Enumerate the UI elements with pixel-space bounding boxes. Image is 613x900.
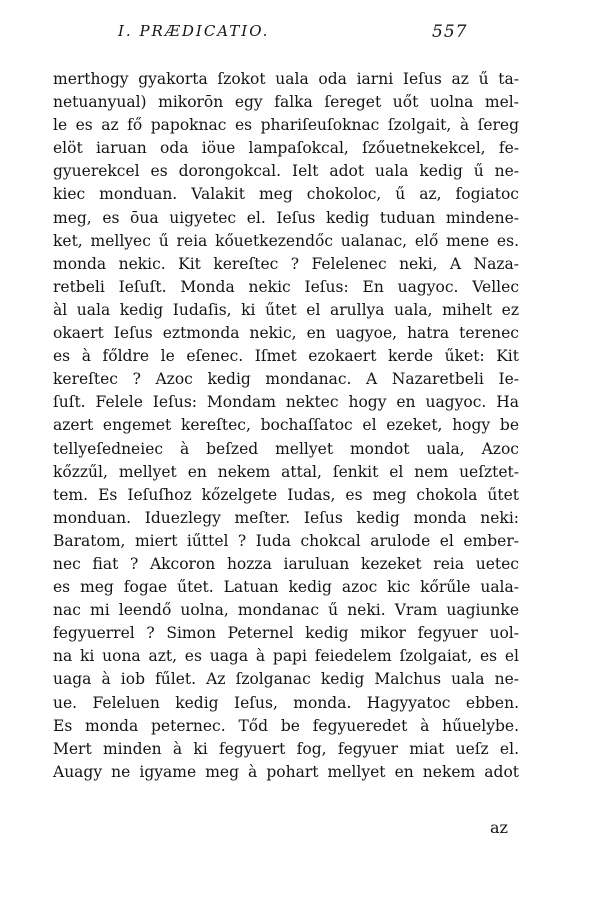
chapter-title: I. PRÆDICATIO.: [118, 22, 270, 40]
text-line: ue. Feleluen kedig Ieſus, monda. Hagyyatoc ebben.: [53, 693, 519, 712]
catchword: az: [490, 818, 508, 837]
text-line: kereſtec ? Azoc kedig mondanac. A Nazaretbeli Ie-: [53, 370, 519, 389]
text-line: azert engemet kereſtec, bochaſſatoc el ezeket, hogy be: [53, 416, 519, 435]
text-line: nac mi leendő uolna, mondanac ű neki. Vram uagiunke: [53, 601, 519, 620]
text-line: kőzzűl, mellyet en nekem attal, ſenkit el nem ueſztet-: [53, 462, 519, 481]
text-line: es meg fogae űtet. Latuan kedig azoc kic kőrűle uala-: [53, 578, 519, 597]
text-line: elöt iaruan oda iöue lampaſokcal, ſzőuetnekekcel, fe-: [53, 139, 519, 158]
text-line: Es monda peternec. Tőd be fegyueredet à hűuelybe.: [53, 716, 519, 735]
text-line: monduan. Iduezlegy meſter. Ieſus kedig monda neki:: [53, 508, 519, 527]
text-line: netuanyual) mikorōn egy falka ſereget uőt uolna mel-: [53, 93, 519, 112]
text-line: gyuerekcel es dorongokcal. Ielt adot uala kedig ű ne-: [53, 162, 519, 181]
text-line: monda nekic. Kit kereſtec ? Felelenec neki, A Naza-: [53, 254, 519, 273]
text-line: na ki uona azt, es uaga à papi feiedelem ſzolgaiat, es el: [53, 647, 519, 666]
text-line: Auagy ne igyame meg à pohart mellyet en nekem adot: [53, 762, 519, 781]
text-line: le es az fő papoknac es phariſeuſoknac ſzolgait, à ſereg: [53, 116, 519, 135]
text-line: ſuſt. Felele Ieſus: Mondam nektec hogy en uagyoc. Ha: [53, 393, 519, 412]
text-line: uaga à iob fűlet. Az ſzolganac kedig Malchus uala ne-: [53, 670, 519, 689]
text-line: retbeli Ieſuſt. Monda nekic Ieſus: En uagyoc. Vellec: [53, 277, 519, 296]
body-text: [53, 68, 519, 784]
text-line: Mert minden à ki fegyuert fog, fegyuer miat ueſz el.: [53, 739, 519, 758]
text-line: Baratom, miert iűttel ? Iuda chokcal arulode el ember-: [53, 531, 519, 550]
text-line: nec fiat ? Akcoron hozza iaruluan kezeket reia uetec: [53, 554, 519, 573]
text-line: tem. Es Ieſuſhoz kőzelgete Iudas, es meg chokola űtet: [53, 485, 519, 504]
page-number: 557: [432, 22, 468, 42]
text-line: ket, mellyec ű reia kőuetkezendőc ualanac, elő mene es.: [53, 231, 519, 250]
text-line: àl uala kedig Iudaſis, ki űtet el arullya uala, mihelt ez: [53, 300, 519, 319]
text-line: kiec monduan. Valakit meg chokoloc, ű az, fogiatoc: [53, 185, 519, 204]
text-line: merthogy gyakorta ſzokot uala oda iarni Ieſus az ű ta-: [53, 70, 519, 88]
text-line: es à főldre le eſenec. Iſmet ezokaert kerde űket: Kit: [53, 347, 519, 366]
text-line: fegyuerrel ? Simon Peternel kedig mikor fegyuer uol-: [53, 624, 519, 643]
text-line: okaert Ieſus eztmonda nekic, en uagyoe, hatra terenec: [53, 324, 519, 343]
text-line: tellyeſedneiec à beſzed mellyet mondot uala, Azoc: [53, 439, 519, 458]
text-line: meg, es ōua uigyetec el. Ieſus kedig tuduan mindene-: [53, 208, 519, 227]
